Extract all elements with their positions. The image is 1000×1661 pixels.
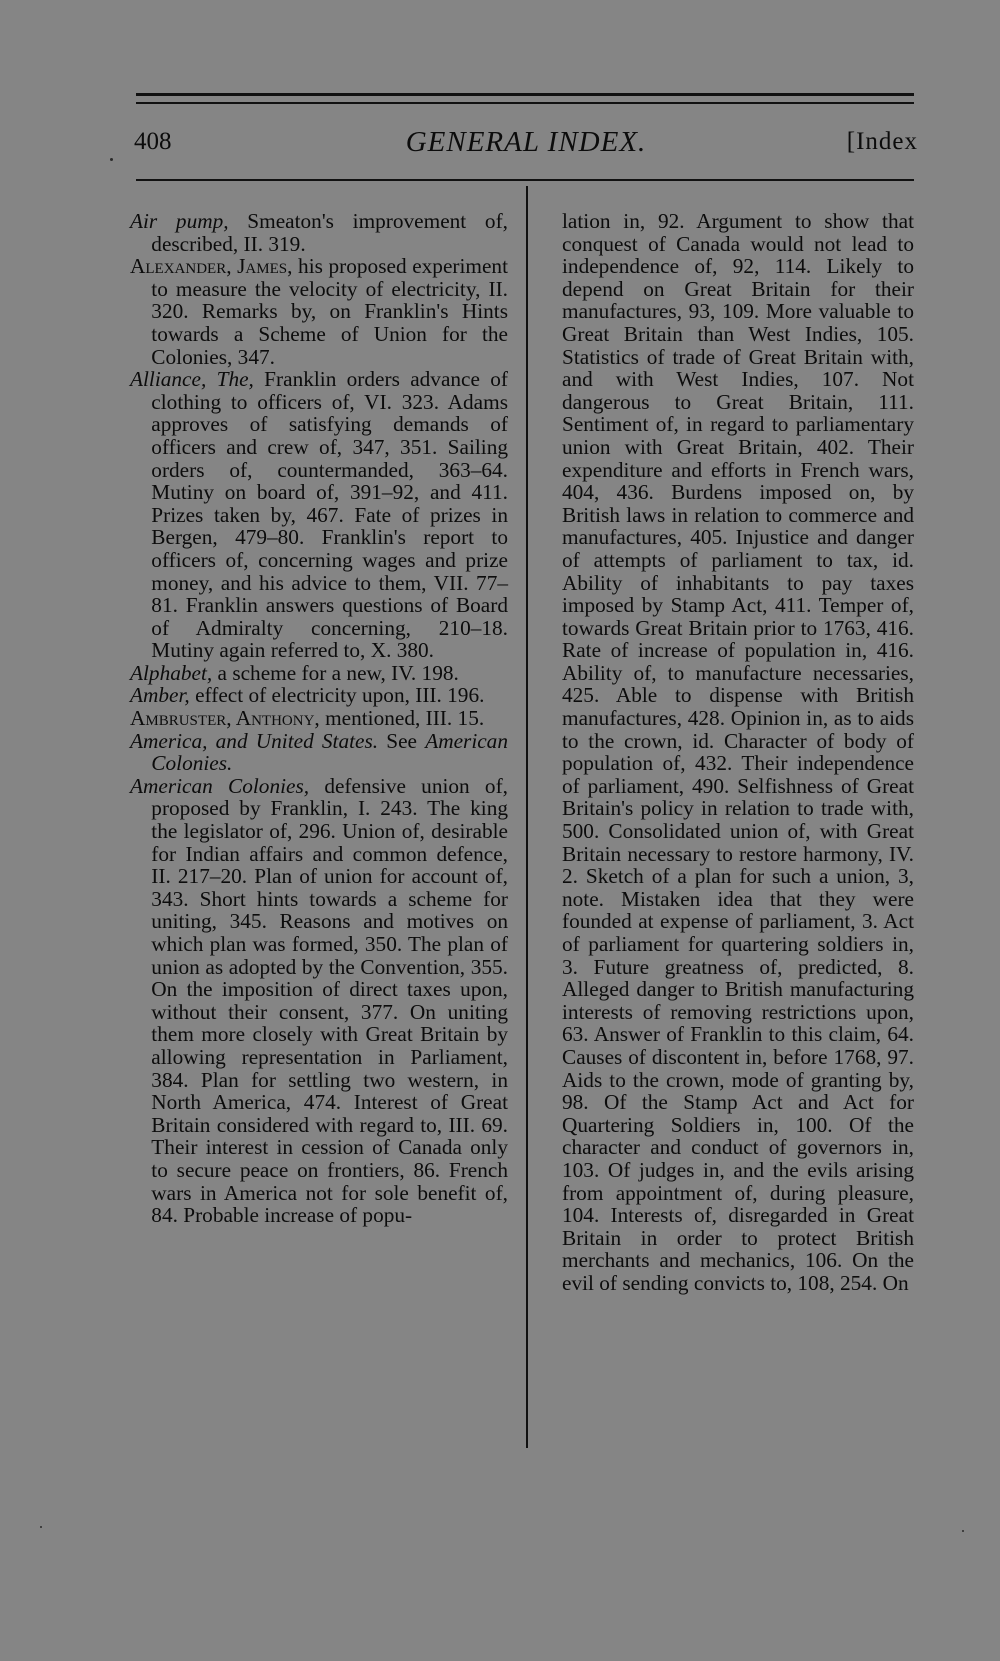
index-entry <box>130 730 508 775</box>
index-column-right <box>562 210 914 1295</box>
index-entry <box>130 255 508 368</box>
entry-continuation: lation in, 92. Argument to show that conquest of Canada would not lead to independence of, 92, 114. Likely to depend on Great Britain for their manufactures, 93, 109. More valuable to Great Britain than West Indies, 105. Statistics of trade of Great Britain with, and with West Indies, 107. Not dangerous to Great Britain, 111. Sentiment of, in regard to parliamentary union with Great Britain, 402. Their expenditure and efforts in French wars, 404, 436. Burdens imposed on, by British laws in relation to commerce and manufactures, 405. Injustice and danger of attempts of parliament to tax, id. Ability of inhabitants to pay taxes imposed by Stamp Act, 411. Temper of, towards Great Britain prior to 1763, 416. Rate of increase of population in, 416. Ability of, to manufacture necessaries, 425. Able to dispense with British manufactures, 428. Opinion in, as to aids to the crown, id. Character of body of population of, 432. Their independence of parliament, 490. Selfishness of Great Britain's policy in relation to trade with, 500. Consolidated union of, with Great Britain necessary to restore harmony, IV. 2. Sketch of a plan for such a union, 3, note. Mistaken idea that they were founded at expense of parliament, 3. Act of parliament for quartering soldiers in, 3. Future greatness of, predicted, 8. Alleged danger to British manufacturing interests of removing restrictions upon, 63. Answer of Franklin to this claim, 64. Causes of discontent in, before 1768, 97. Aids to the crown, mode of granting by, 98. Of the Stamp Act and Act for Quartering Soldiers in, 100. Of the character and conduct of governors in, 103. Of judges in, and the evils arising from appointment of, during pleasure, 104. Interests of, disregarded in Great Britain in order to protect British merchants and mechanics, 106. On the evil of sending convicts to, 108, 254. On <box>562 209 914 1295</box>
entry-text: effect of electricity upon, III. 196. <box>189 683 485 708</box>
entry-text: defensive union of, proposed by Franklin, I. 243. The king the legislator of, 296. Union of, desirable for Indian affairs and common defence, II. 217–20. Plan of union for account of, 343. Short hints towards a scheme for uniting, 345. Reasons and motives on which plan was formed, 350. The plan of union as adopted by the Convention, 355. On the imposition of direct taxes upon, without their consent, 377. On uniting them more closely with Great Britain by allowing representation in Parliament, 384. Plan for settling two western, in North America, 474. Interest of Great Britain considered with regard to, III. 69. Their interest in cession of Canada only to secure peace on frontiers, 86. French wars in America not for sole benefit of, 84. Probable increase of popu- <box>151 773 508 1228</box>
page-number: 408 <box>134 128 172 155</box>
entry-headword: American Colonies, <box>130 773 310 798</box>
entry-text: a scheme for a new, IV. 198. <box>212 660 459 685</box>
top-double-rule-lower <box>136 102 914 104</box>
print-speck <box>110 158 113 161</box>
print-speck <box>962 1530 964 1532</box>
entry-headword: Air pump, <box>130 209 229 233</box>
entry-headword: Ambruster, Anthony, <box>130 706 320 731</box>
top-double-rule-upper <box>136 93 914 96</box>
entry-headword: Alexander, James, <box>130 254 293 279</box>
index-entry <box>130 662 508 685</box>
entry-text: Franklin orders advance of clothing to officers of, VI. 323. Adams approves of satisfying demands of officers and crew of, 347, 351. Sailing orders of, countermanded, 363–64. Mutiny on board of, 391–92, and 411. Prizes taken by, 467. Fate of prizes in Bergen, 479–80. Franklin's report to officers of, concerning wages and prize money, and his advice to them, VII. 77–81. Franklin answers questions of Board of Admiralty concerning, 210–18. Mutiny again referred to, X. 380. <box>151 367 508 663</box>
index-entry <box>130 775 508 1227</box>
index-entry <box>130 684 508 707</box>
entry-headword: Alliance, The, <box>130 367 254 392</box>
index-entry <box>130 368 508 662</box>
index-column-left <box>130 210 508 1227</box>
entry-headword: Amber, <box>130 683 190 708</box>
cross-reference: American Colonies. <box>151 728 508 776</box>
entry-text: See <box>378 728 426 753</box>
entry-headword: Alphabet, <box>130 660 213 685</box>
print-speck <box>40 1526 42 1528</box>
section-tag: [Index <box>846 128 918 155</box>
entry-text: his proposed experiment to measure the velocity of electricity, II. 320. Remarks by, on Franklin's Hints towards a Scheme of Union for the Colonies, 347. <box>151 254 508 369</box>
running-header <box>134 126 918 166</box>
entry-text: mentioned, III. 15. <box>319 706 485 731</box>
column-divider <box>526 186 528 1448</box>
header-rule <box>136 179 914 181</box>
index-entry <box>130 210 508 255</box>
entry-text: Smeaton's improvement of, described, II. 319. <box>151 209 508 256</box>
index-entry <box>130 707 508 730</box>
entry-headword: America, and United States. <box>130 728 379 753</box>
page-title: GENERAL INDEX. <box>405 126 647 158</box>
